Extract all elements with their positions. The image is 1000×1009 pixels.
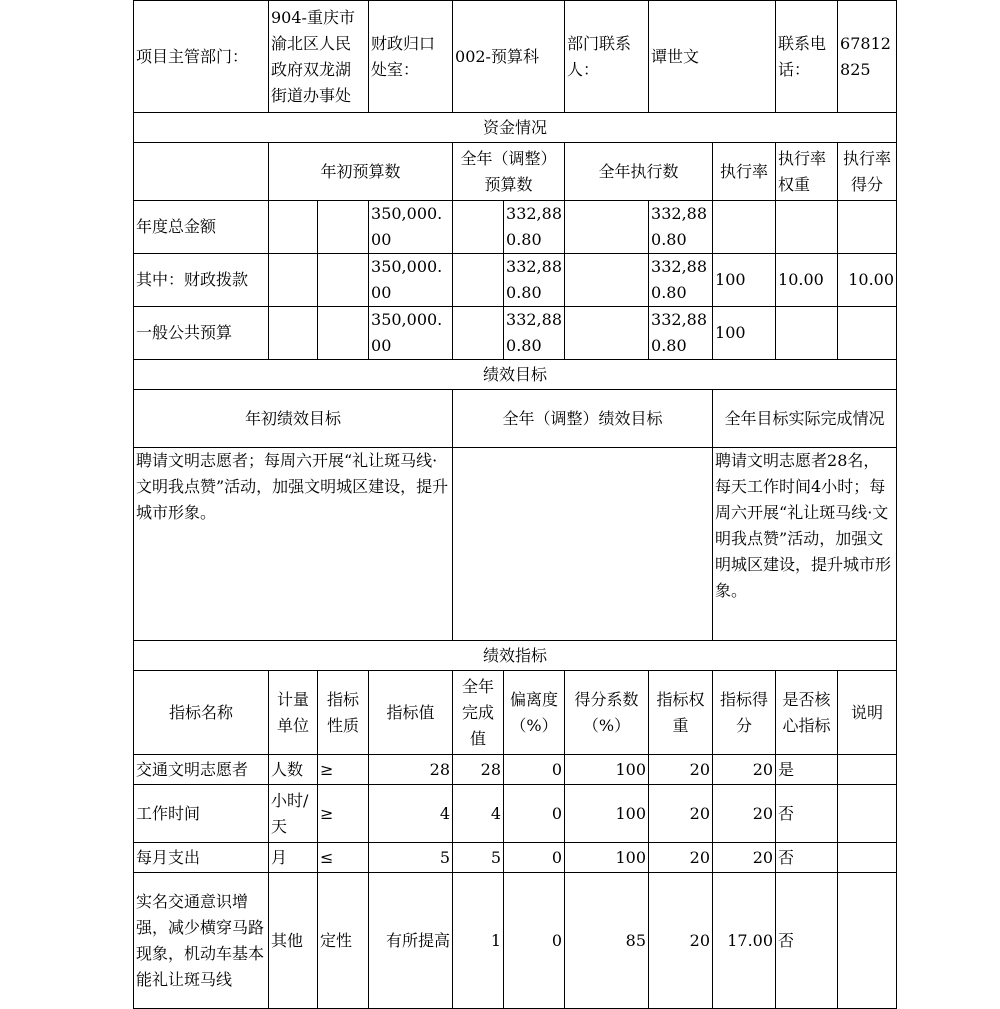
ind-col-core: 是否核心指标 xyxy=(776,671,838,755)
ind-note xyxy=(838,843,897,873)
ind-col-weight: 指标权重 xyxy=(649,671,713,755)
funds-row-label: 年度总金额 xyxy=(134,201,269,254)
indicator-row xyxy=(134,755,897,785)
phone-value: 67812825 xyxy=(838,1,897,113)
ind-weight: 20 xyxy=(649,755,713,785)
ind-name: 工作时间 xyxy=(134,785,269,843)
funds-row xyxy=(134,307,897,360)
funds-row-rate xyxy=(713,201,776,254)
phone-label: 联系电话： xyxy=(776,1,838,113)
ind-col-deviation: 偏离度（%） xyxy=(504,671,565,755)
ind-weight: 20 xyxy=(649,785,713,843)
contact-label: 部门联系人： xyxy=(565,1,649,113)
ind-score: 20 xyxy=(713,755,776,785)
funds-col-executed: 全年执行数 xyxy=(565,143,713,201)
funds-row xyxy=(134,254,897,307)
goals-col-actual: 全年目标实际完成情况 xyxy=(713,390,897,448)
goals-initial-text: 聘请文明志愿者；每周六开展“礼让斑马线·文明我点赞”活动，加强文明城区建设，提升城市形象。 xyxy=(134,448,453,641)
funds-row-adjusted: 332,880.80 xyxy=(504,307,565,360)
funds-row-rate: 100 xyxy=(713,254,776,307)
ind-unit: 小时/天 xyxy=(269,785,318,843)
header-row xyxy=(134,1,897,113)
ind-score: 20 xyxy=(713,785,776,843)
ind-unit: 月 xyxy=(269,843,318,873)
ind-completed: 1 xyxy=(453,873,504,1009)
ind-deviation: 0 xyxy=(504,785,565,843)
ind-core: 否 xyxy=(776,843,838,873)
ind-nature: ≤ xyxy=(318,843,369,873)
goals-section-title: 绩效目标 xyxy=(134,360,897,390)
funds-header-row xyxy=(134,143,897,201)
ind-col-nature: 指标性质 xyxy=(318,671,369,755)
ind-name: 交通文明志愿者 xyxy=(134,755,269,785)
funds-row-rate: 100 xyxy=(713,307,776,360)
funds-row-score xyxy=(838,307,897,360)
finance-value: 002-预算科 xyxy=(453,1,565,113)
funds-col-initial: 年初预算数 xyxy=(269,143,453,201)
ind-col-name: 指标名称 xyxy=(134,671,269,755)
funds-header-blank xyxy=(134,143,269,201)
funds-col-score: 执行率得分 xyxy=(838,143,897,201)
funds-row-initial: 350,000.00 xyxy=(369,254,453,307)
ind-name: 每月支出 xyxy=(134,843,269,873)
ind-core: 否 xyxy=(776,785,838,843)
dept-label: 项目主管部门： xyxy=(134,1,269,113)
funds-row-executed: 332,880.80 xyxy=(649,254,713,307)
ind-unit: 人数 xyxy=(269,755,318,785)
ind-deviation: 0 xyxy=(504,873,565,1009)
ind-col-completed: 全年完成值 xyxy=(453,671,504,755)
funds-col-rate: 执行率 xyxy=(713,143,776,201)
ind-coef: 100 xyxy=(565,843,649,873)
ind-note xyxy=(838,785,897,843)
funds-row-score: 10.00 xyxy=(838,254,897,307)
dept-value: 904-重庆市渝北区人民政府双龙湖街道办事处 xyxy=(269,1,369,113)
funds-row-executed: 332,880.80 xyxy=(649,201,713,254)
ind-score: 20 xyxy=(713,843,776,873)
funds-row-weight xyxy=(776,307,838,360)
ind-nature: ≥ xyxy=(318,785,369,843)
ind-unit: 其他 xyxy=(269,873,318,1009)
ind-core: 否 xyxy=(776,873,838,1009)
goals-actual-text: 聘请文明志愿者28名，每天工作时间4小时；每周六开展“礼让斑马线·文明我点赞”活动，加强文明城区建设，提升城市形象。 xyxy=(713,448,897,641)
ind-completed: 5 xyxy=(453,843,504,873)
ind-col-coef: 得分系数（%） xyxy=(565,671,649,755)
funds-row-weight xyxy=(776,201,838,254)
ind-completed: 28 xyxy=(453,755,504,785)
goals-header-row xyxy=(134,390,897,448)
funds-row-initial: 350,000.00 xyxy=(369,201,453,254)
ind-value: 28 xyxy=(369,755,453,785)
funds-row-initial: 350,000.00 xyxy=(369,307,453,360)
funds-row-adjusted: 332,880.80 xyxy=(504,254,565,307)
goals-adjusted-text xyxy=(453,448,713,641)
ind-score: 17.00 xyxy=(713,873,776,1009)
funds-row-weight: 10.00 xyxy=(776,254,838,307)
ind-note xyxy=(838,755,897,785)
performance-table xyxy=(133,0,897,1009)
indicators-section-title: 绩效指标 xyxy=(134,641,897,671)
indicators-header-row xyxy=(134,671,897,755)
indicator-row xyxy=(134,873,897,1009)
funds-section-title: 资金情况 xyxy=(134,113,897,143)
indicator-row xyxy=(134,785,897,843)
ind-col-note: 说明 xyxy=(838,671,897,755)
ind-nature: 定性 xyxy=(318,873,369,1009)
funds-col-adjusted: 全年（调整）预算数 xyxy=(453,143,565,201)
goals-col-initial: 年初绩效目标 xyxy=(134,390,453,448)
funds-row-label: 其中：财政拨款 xyxy=(134,254,269,307)
ind-coef: 85 xyxy=(565,873,649,1009)
ind-col-unit: 计量单位 xyxy=(269,671,318,755)
funds-col-weight: 执行率权重 xyxy=(776,143,838,201)
funds-row xyxy=(134,201,897,254)
ind-col-value: 指标值 xyxy=(369,671,453,755)
ind-value: 有所提高 xyxy=(369,873,453,1009)
ind-weight: 20 xyxy=(649,873,713,1009)
funds-row-executed: 332,880.80 xyxy=(649,307,713,360)
ind-coef: 100 xyxy=(565,755,649,785)
ind-value: 5 xyxy=(369,843,453,873)
ind-note xyxy=(838,873,897,1009)
ind-value: 4 xyxy=(369,785,453,843)
goals-col-adjusted: 全年（调整）绩效目标 xyxy=(453,390,713,448)
finance-label: 财政归口处室： xyxy=(369,1,453,113)
funds-row-score xyxy=(838,201,897,254)
ind-coef: 100 xyxy=(565,785,649,843)
funds-row-adjusted: 332,880.80 xyxy=(504,201,565,254)
ind-weight: 20 xyxy=(649,843,713,873)
ind-deviation: 0 xyxy=(504,843,565,873)
contact-value: 谭世文 xyxy=(649,1,776,113)
ind-core: 是 xyxy=(776,755,838,785)
ind-completed: 4 xyxy=(453,785,504,843)
funds-row-label: 一般公共预算 xyxy=(134,307,269,360)
ind-deviation: 0 xyxy=(504,755,565,785)
ind-name: 实名交通意识增强，减少横穿马路现象，机动车基本能礼让斑马线 xyxy=(134,873,269,1009)
goals-content-row xyxy=(134,448,897,641)
ind-nature: ≥ xyxy=(318,755,369,785)
ind-col-score: 指标得分 xyxy=(713,671,776,755)
indicator-row xyxy=(134,843,897,873)
